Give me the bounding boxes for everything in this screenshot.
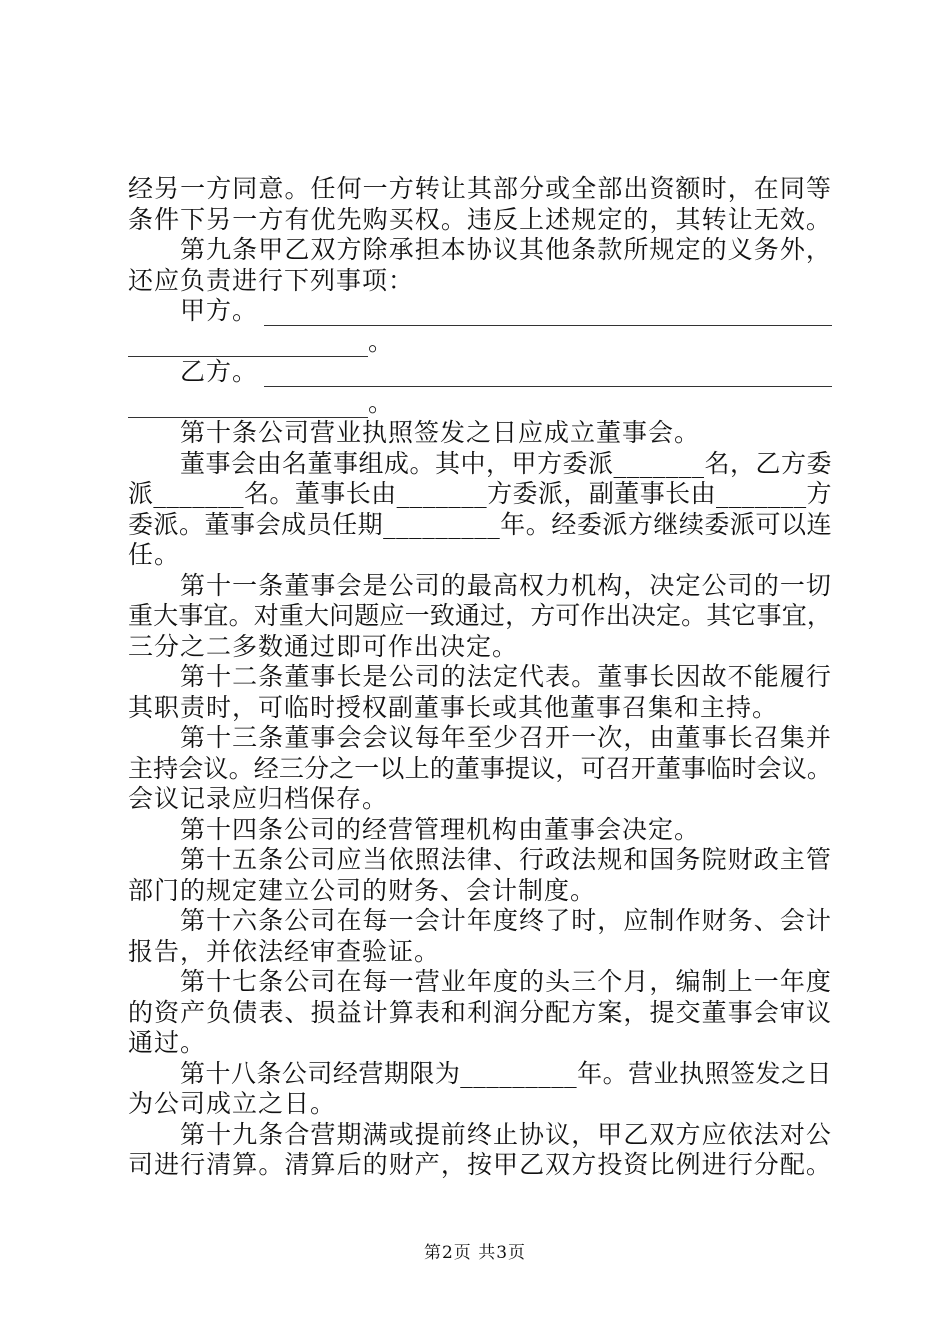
fill-in-blank bbox=[264, 303, 832, 326]
text-line bbox=[128, 784, 832, 814]
fill-in-blank bbox=[264, 364, 832, 387]
text-line bbox=[128, 388, 832, 418]
line-text: 第十四条公司的经营管理机构由董事会决定。 bbox=[180, 814, 701, 844]
line-text: 的资产负债表、损益计算表和利润分配方案，提交董事会审议 bbox=[128, 997, 832, 1027]
text-line bbox=[128, 815, 832, 845]
text-line bbox=[128, 1150, 832, 1180]
line-text: 为公司成立之日。 bbox=[128, 1089, 337, 1118]
text-line bbox=[128, 754, 832, 784]
text-line bbox=[128, 510, 832, 540]
line-text: 第十八条公司经营期限为_________年。营业执照签发之日 bbox=[180, 1058, 832, 1088]
line-text: 条件下另一方有优先购买权。违反上述规定的，其转让无效。 bbox=[128, 204, 832, 234]
line-text: 派_______名。董事长由_______方委派，副董事长由_______方 bbox=[128, 479, 832, 508]
text-line bbox=[128, 845, 832, 875]
text-line bbox=[128, 1089, 832, 1119]
text-line bbox=[128, 479, 832, 509]
text-line bbox=[128, 449, 832, 479]
text-line bbox=[128, 205, 832, 235]
text-line bbox=[128, 632, 832, 662]
text-line bbox=[128, 1028, 832, 1058]
text-line bbox=[128, 296, 832, 326]
text-line bbox=[128, 967, 832, 997]
line-text: 第十一条董事会是公司的最高权力机构，决定公司的一切 bbox=[180, 570, 832, 600]
line-text: 第十三条董事会会议每年至少召开一次，由董事长召集并 bbox=[180, 723, 832, 752]
text-line bbox=[128, 1120, 832, 1150]
text-line bbox=[128, 540, 832, 570]
text-line bbox=[128, 601, 832, 631]
line-text: 董事会由名董事组成。其中，甲方委派_______名，乙方委 bbox=[180, 448, 832, 478]
line-text: 。 bbox=[368, 326, 395, 356]
text-line bbox=[128, 571, 832, 601]
line-text: 第十五条公司应当依照法律、行政法规和国务院财政主管 bbox=[180, 845, 832, 874]
line-text: 会议记录应归档保存。 bbox=[128, 784, 389, 813]
text-line bbox=[128, 1059, 832, 1089]
line-text: 第十二条董事长是公司的法定代表。董事长因故不能履行 bbox=[180, 662, 832, 691]
line-text: 重大事宜。对重大问题应一致通过，方可作出决定。其它事宜， bbox=[128, 601, 832, 630]
line-text: 报告，并依法经审查验证。 bbox=[128, 936, 441, 966]
text-line bbox=[128, 266, 832, 296]
text-line bbox=[128, 998, 832, 1028]
page-footer: 第2页 共3页 bbox=[423, 1243, 527, 1263]
text-line bbox=[128, 327, 832, 357]
line-text: 部门的规定建立公司的财务、会计制度。 bbox=[128, 875, 597, 905]
line-text: 乙方。 bbox=[180, 357, 259, 386]
line-text: 司进行清算。清算后的财产，按甲乙双方投资比例进行分配。 bbox=[128, 1150, 832, 1179]
line-text: 其职责时，可临时授权副董事长或其他董事召集和主持。 bbox=[128, 692, 779, 722]
text-line bbox=[128, 174, 832, 204]
line-text: 还应负责进行下列事项： bbox=[128, 265, 415, 295]
line-text: 第十条公司营业执照签发之日应成立董事会。 bbox=[180, 418, 701, 447]
text-line bbox=[128, 235, 832, 265]
line-text: 第九条甲乙双方除承担本协议其他条款所规定的义务外， bbox=[180, 235, 832, 264]
text-line bbox=[128, 876, 832, 906]
fill-in-blank bbox=[128, 395, 368, 418]
line-text: 甲方。 bbox=[180, 296, 259, 325]
line-text: 第十六条公司在每一会计年度终了时，应制作财务、会计 bbox=[180, 906, 832, 935]
line-text: 第十九条合营期满或提前终止协议，甲乙双方应依法对公 bbox=[180, 1119, 832, 1149]
fill-in-blank bbox=[128, 334, 368, 357]
text-line bbox=[128, 906, 832, 936]
line-text: 经另一方同意。任何一方转让其部分或全部出资额时，在同等 bbox=[128, 174, 832, 203]
line-text: 委派。董事会成员任期_________年。经委派方继续委派可以连 bbox=[128, 509, 832, 539]
line-text: 三分之二多数通过即可作出决定。 bbox=[128, 631, 519, 661]
text-line bbox=[128, 357, 832, 387]
text-line bbox=[128, 723, 832, 753]
line-text: 任。 bbox=[128, 540, 181, 569]
text-line bbox=[128, 418, 832, 448]
text-line bbox=[128, 662, 832, 692]
line-text: 第十七条公司在每一营业年度的头三个月，编制上一年度 bbox=[180, 967, 832, 996]
text-line bbox=[128, 693, 832, 723]
text-line bbox=[128, 937, 832, 967]
line-text: 。 bbox=[368, 387, 395, 417]
line-text: 主持会议。经三分之一以上的董事提议，可召开董事临时会议。 bbox=[128, 753, 832, 783]
line-text: 通过。 bbox=[128, 1028, 207, 1057]
